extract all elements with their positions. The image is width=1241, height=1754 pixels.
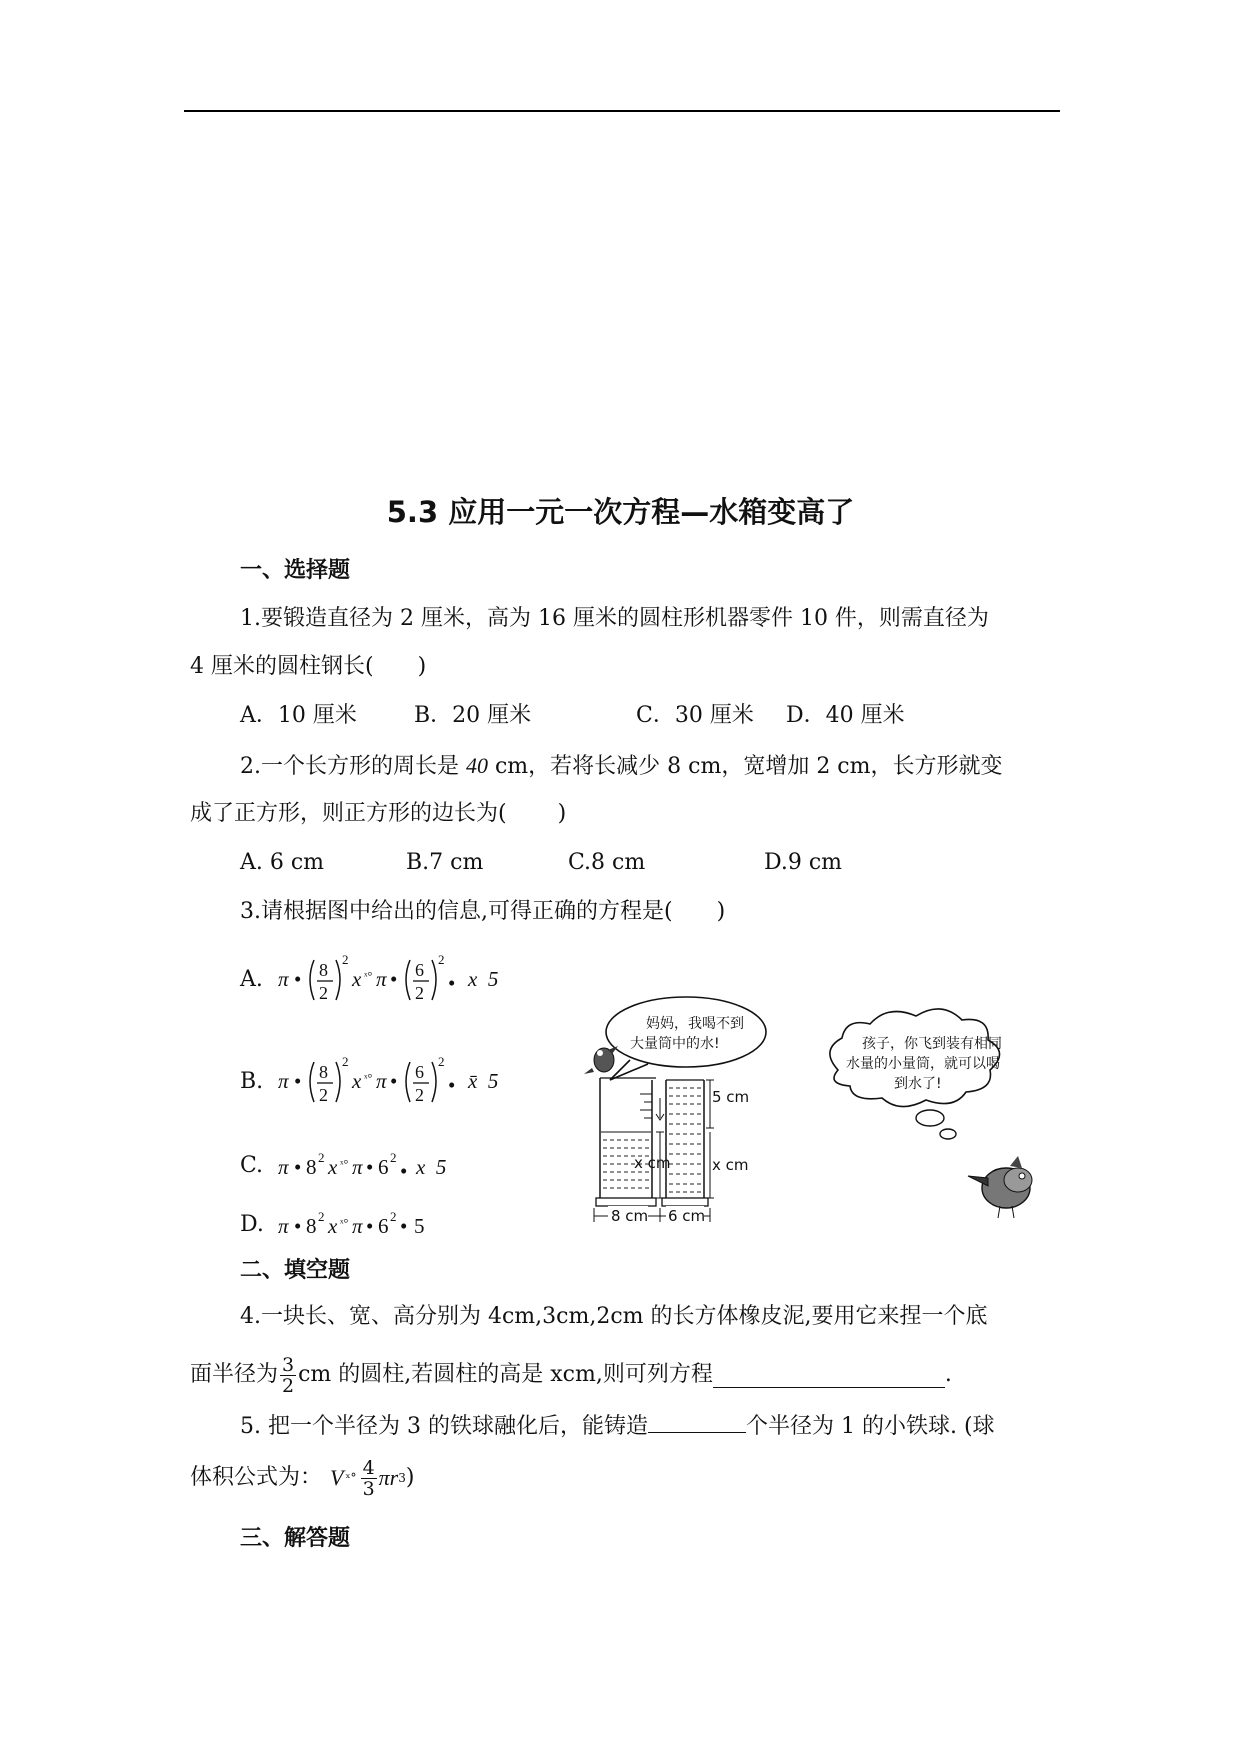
q3-option-a-label: A. — [240, 967, 263, 992]
q2-option-a: A. 6 cm — [240, 850, 325, 875]
q5-stem-line1: 5. 把一个半径为 3 的铁球融化后，能铸造 个半径为 1 的小铁球. (球 — [240, 1408, 995, 1442]
svg-text:•: • — [400, 1214, 408, 1238]
svg-text:6: 6 — [415, 960, 424, 980]
q3-option-c-equation — [276, 1146, 496, 1186]
svg-text:6: 6 — [415, 1062, 424, 1082]
bird-right-icon — [968, 1156, 1032, 1218]
svg-text:•: • — [390, 967, 398, 991]
section-heading-solve: 三、解答题 — [240, 1526, 351, 1551]
q4-answer-blank[interactable] — [713, 1363, 945, 1388]
svg-text:•: • — [366, 1155, 374, 1179]
svg-text:π: π — [376, 967, 387, 991]
svg-text:π: π — [278, 1069, 289, 1093]
q1-option-b: B．20 厘米 — [414, 703, 532, 728]
svg-text:x 5: x 5 — [416, 1155, 447, 1179]
svg-text:8: 8 — [306, 1155, 317, 1179]
svg-text:2: 2 — [319, 1085, 328, 1105]
svg-text:5: 5 — [414, 1214, 425, 1238]
q5-fraction: $\frac{4}{3}$ — [362, 1456, 375, 1500]
svg-text:x: x — [328, 1155, 338, 1179]
small-cylinder — [660, 1080, 749, 1225]
section-heading-fill: 二、填空题 — [240, 1258, 351, 1283]
svg-text:2: 2 — [342, 952, 349, 967]
page-title: 5.3 应用一元一次方程—水箱变高了 — [386, 495, 855, 529]
svg-text:π: π — [278, 1155, 289, 1179]
svg-text:2: 2 — [318, 1209, 325, 1224]
svg-text:•: • — [294, 1214, 302, 1238]
q1-stem-line2: 4 厘米的圆柱钢长( ) — [190, 654, 427, 679]
svg-text:•: • — [294, 967, 302, 991]
label-x-cm-left: x cm — [634, 1154, 671, 1172]
svg-text:x: x — [352, 1069, 362, 1093]
q3-option-d-label: D. — [240, 1212, 264, 1237]
q4-stem-line2: 面半径为 $\frac{3}{2}$ cm 的圆柱,若圆柱的高是 xcm,则可列方程 . — [190, 1353, 952, 1397]
svg-text:ˣ°: ˣ° — [364, 969, 373, 983]
pi-symbol: π — [278, 967, 289, 991]
q2-stem-pre: 2.一个长方形的周长是 — [240, 754, 466, 779]
svg-text:•: • — [400, 1159, 408, 1183]
svg-text:π: π — [278, 1214, 289, 1238]
svg-text:π: π — [352, 1155, 363, 1179]
label-8cm: 8 cm — [611, 1207, 649, 1225]
bird-left-icon — [584, 1046, 618, 1074]
svg-text:孩子，你飞到装有相同: 孩子，你飞到装有相同 — [862, 1036, 1002, 1052]
svg-text:•: • — [448, 1073, 456, 1097]
q3-stem: 3.请根据图中给出的信息,可得正确的方程是( ) — [240, 899, 726, 924]
q2-perimeter-value: 40 — [465, 753, 488, 778]
header-rule — [184, 110, 1060, 112]
svg-text:2: 2 — [438, 952, 445, 967]
label-x-cm-right: x cm — [712, 1156, 749, 1174]
svg-text:8: 8 — [306, 1214, 317, 1238]
q2-stem-line2: 成了正方形，则正方形的边长为( ) — [190, 801, 567, 826]
speech-bubble-left — [606, 997, 766, 1080]
svg-text:•: • — [390, 1069, 398, 1093]
svg-text:x: x — [328, 1214, 338, 1238]
svg-text:2: 2 — [390, 1150, 397, 1165]
svg-text:x̄ 5: x̄ 5 — [468, 1069, 499, 1093]
svg-text:•: • — [366, 1214, 374, 1238]
svg-text:ˣ°: ˣ° — [364, 1071, 373, 1085]
svg-text:2: 2 — [342, 1054, 349, 1069]
svg-text:x: x — [352, 967, 362, 991]
large-cylinder — [594, 1078, 671, 1225]
label-6cm: 6 cm — [668, 1207, 706, 1225]
svg-text:水量的小量筒，就可以喝: 水量的小量筒，就可以喝 — [846, 1056, 1000, 1072]
svg-text:x 5: x 5 — [468, 967, 499, 991]
q1-option-c: C．30 厘米 — [636, 703, 754, 728]
label-5cm: 5 cm — [712, 1088, 750, 1106]
svg-text:2: 2 — [415, 983, 424, 1003]
svg-text:π: π — [352, 1214, 363, 1238]
svg-text:2: 2 — [390, 1209, 397, 1224]
q2-option-c: C.8 cm — [568, 850, 646, 875]
q3-option-d-equation — [276, 1205, 476, 1245]
svg-text:•: • — [448, 971, 456, 995]
svg-text:•: • — [294, 1069, 302, 1093]
svg-text:π: π — [376, 1069, 387, 1093]
q3-option-a-equation — [276, 948, 536, 1008]
svg-text:•: • — [294, 1155, 302, 1179]
svg-text:2: 2 — [319, 983, 328, 1003]
svg-text:2: 2 — [415, 1085, 424, 1105]
q5-answer-blank[interactable] — [648, 1408, 746, 1433]
svg-text:6: 6 — [378, 1155, 389, 1179]
q1-option-d: D．40 厘米 — [786, 703, 905, 728]
svg-text:ˣ°: ˣ° — [340, 1216, 349, 1230]
q3-option-c-label: C. — [240, 1153, 264, 1178]
svg-text:8: 8 — [319, 960, 328, 980]
q1-stem-line1: 1.要锻造直径为 2 厘米，高为 16 厘米的圆柱形机器零件 10 件，则需直径为 — [240, 606, 989, 631]
svg-text:2: 2 — [318, 1150, 325, 1165]
thought-bubble-right — [830, 1009, 1002, 1139]
q4-stem-line1: 4.一块长、宽、高分别为 4cm,3cm,2cm 的长方体橡皮泥,要用它来捏一个底 — [240, 1304, 988, 1329]
q3-option-b-label: B. — [240, 1069, 264, 1094]
q2-stem-line1 — [240, 751, 1003, 782]
svg-text:妈妈，我喝不到: 妈妈，我喝不到 — [646, 1016, 744, 1032]
q3-figure-cylinders — [570, 990, 1050, 1225]
svg-text:到水了!: 到水了! — [894, 1076, 942, 1092]
svg-text:8: 8 — [319, 1062, 328, 1082]
q2-option-d: D.9 cm — [764, 850, 843, 875]
svg-text:ˣ°: ˣ° — [340, 1157, 349, 1171]
q5-stem-line2: 体积公式为： V ˣ° $\frac{4}{3}$ πr 3 ) — [190, 1456, 415, 1500]
q4-fraction: $\frac{3}{2}$ — [282, 1353, 295, 1397]
svg-text:大量筒中的水!: 大量筒中的水! — [630, 1036, 720, 1052]
q3-option-b-equation — [276, 1050, 536, 1110]
svg-text:6: 6 — [378, 1214, 389, 1238]
q2-stem-post: cm，若将长减少 8 cm，宽增加 2 cm，长方形就变 — [487, 754, 1003, 779]
svg-text:2: 2 — [438, 1054, 445, 1069]
q2-option-b: B.7 cm — [406, 850, 484, 875]
q1-option-a: A．10 厘米 — [240, 703, 357, 728]
section-heading-choice: 一、选择题 — [240, 558, 351, 583]
